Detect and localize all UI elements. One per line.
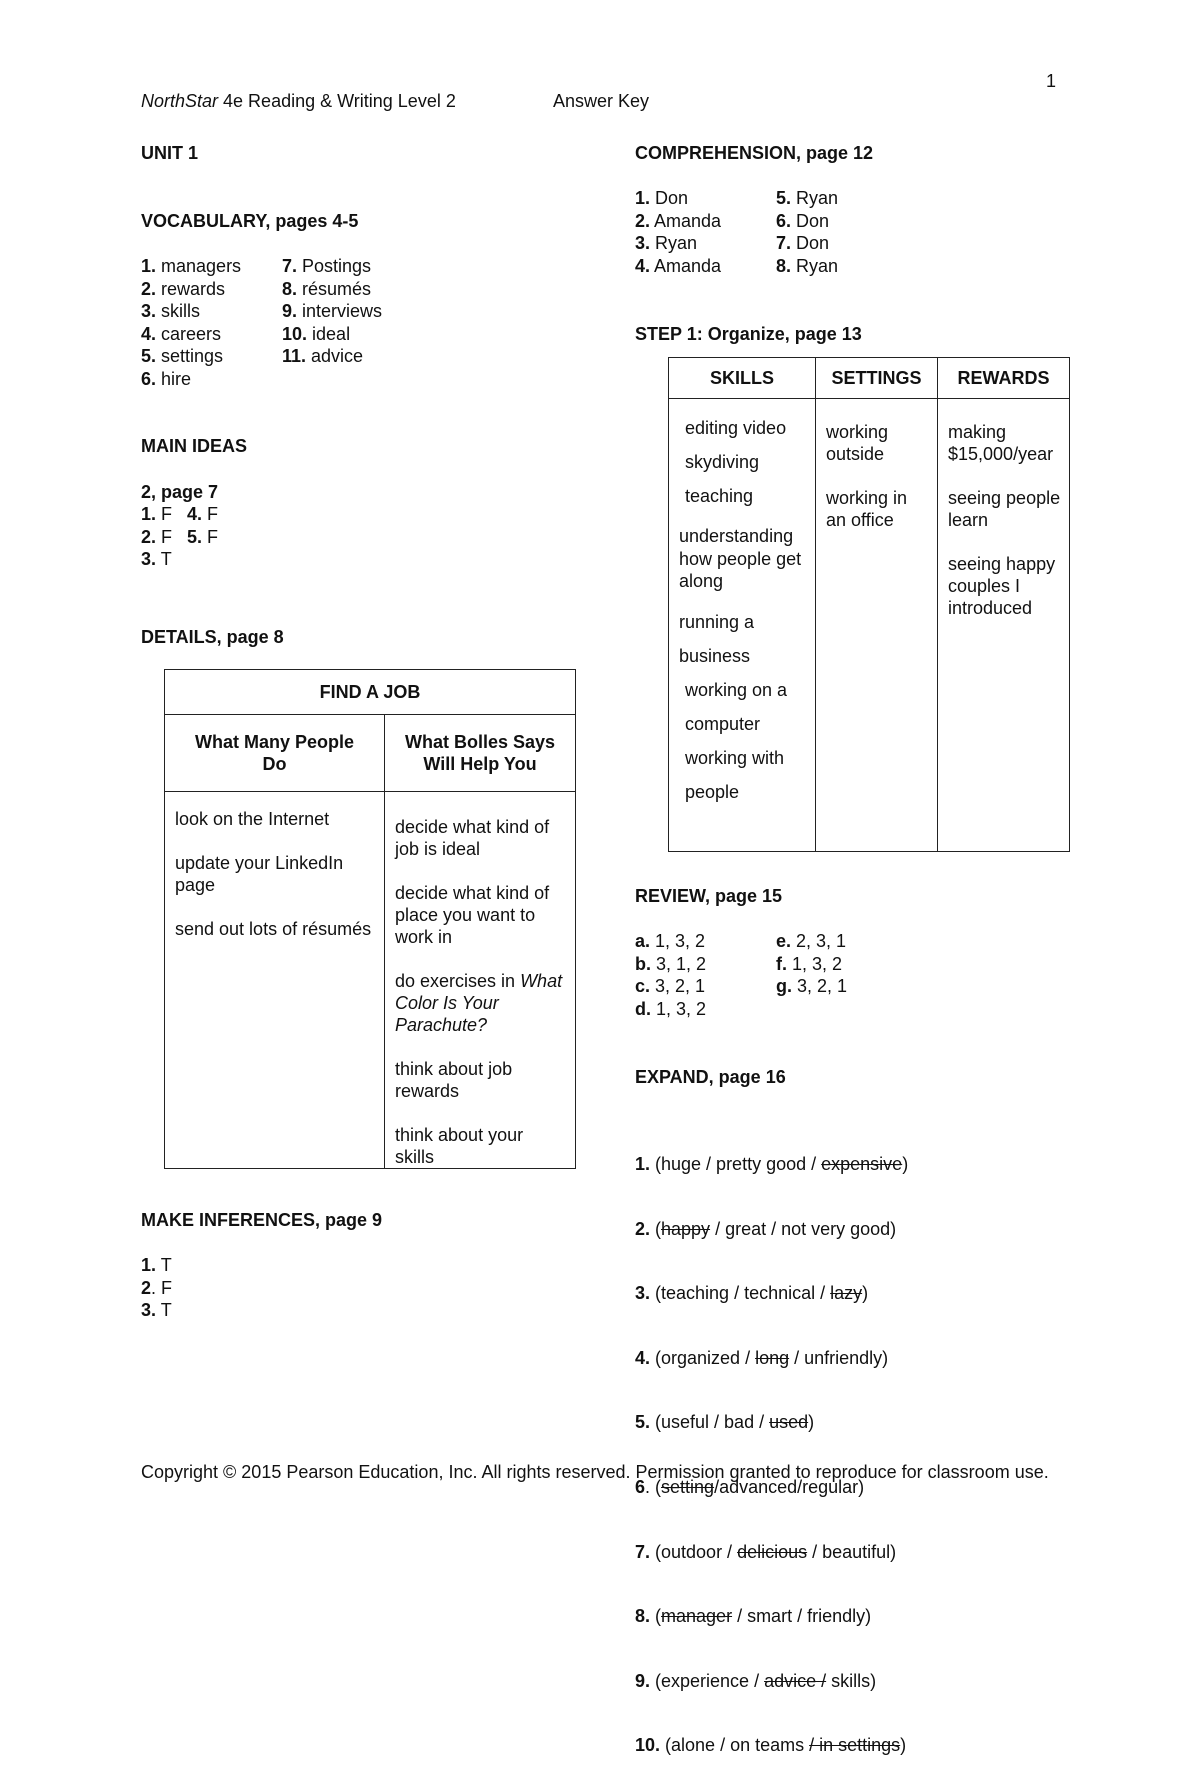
item-text: (experience / — [650, 1670, 765, 1691]
review-col1 — [635, 930, 706, 1020]
struck-word: long — [755, 1347, 790, 1368]
answer-row — [635, 1411, 908, 1434]
vocabulary-col2 — [282, 255, 382, 368]
list-item: making $15,000/year — [948, 422, 1054, 464]
item-number: 3. — [635, 1283, 651, 1304]
answer-row — [635, 930, 706, 953]
list-item: send out lots of résumés — [175, 919, 372, 939]
vocab-item — [141, 368, 241, 391]
item-number: 8. — [635, 1606, 651, 1627]
item-text: Ryan — [791, 255, 839, 276]
answer-row — [141, 1299, 172, 1322]
vocab-item — [141, 300, 241, 323]
organize-heading: STEP 1: Organize, page 13 — [635, 324, 862, 344]
item-text: ) — [902, 1154, 909, 1174]
struck-word: / in settings — [809, 1735, 901, 1756]
item-text: (useful / bad / — [650, 1412, 770, 1433]
item-number: 2. — [141, 526, 157, 547]
expand-heading: EXPAND, page 16 — [635, 1067, 786, 1087]
answer-row — [635, 1218, 908, 1241]
item-number: 4. — [635, 1347, 651, 1368]
item-text: ideal — [307, 323, 351, 344]
item-text: (alone / on teams — [660, 1735, 810, 1756]
item-text: decide what kind of job is ideal — [395, 817, 550, 859]
inferences-answers — [141, 1254, 172, 1322]
vocabulary-heading: VOCABULARY, pages 4-5 — [141, 211, 359, 231]
answer-row — [635, 1605, 908, 1628]
item-number: g. — [776, 976, 792, 997]
book-title-text: What Color Is Your Parachute? — [395, 971, 563, 1035]
list-item: look on the Internet — [175, 809, 330, 829]
item-number: 1. — [635, 188, 651, 208]
item-text: hire — [156, 368, 192, 389]
organize-table — [668, 357, 1070, 852]
item-number: 6. — [141, 368, 157, 389]
answer-row — [141, 548, 218, 571]
item-text: T — [156, 1300, 172, 1321]
item-text: advice — [306, 346, 364, 367]
list-item — [395, 882, 565, 948]
vocab-item — [282, 300, 382, 323]
item-text: think about your skills — [395, 1125, 524, 1167]
list-item — [395, 970, 565, 1036]
item-number: 7. — [635, 1541, 651, 1562]
item-text: 1, 3, 2 — [787, 953, 843, 974]
column-header-bolles: What Bolles Says Will Help You — [385, 715, 576, 792]
item-text: (organized / — [650, 1347, 756, 1368]
item-number: 2. — [141, 278, 157, 299]
struck-word: happy — [661, 1218, 711, 1239]
item-number: 8. — [282, 278, 298, 299]
item-number: 3. — [141, 549, 157, 570]
item-text: T — [156, 1255, 172, 1275]
answer-row — [635, 1282, 908, 1305]
main-ideas-subheading: 2, page 7 — [141, 482, 219, 502]
item-number: 2. — [635, 210, 651, 231]
vocab-item — [282, 345, 382, 368]
answer-row — [141, 503, 218, 526]
book-title-rest: 4e Reading & Writing Level 2 — [218, 91, 456, 111]
item-text: F — [156, 504, 188, 524]
item-number: 11. — [282, 346, 307, 367]
list-item — [395, 816, 565, 860]
item-text: Don — [791, 210, 830, 231]
item-text: Ryan — [791, 188, 839, 208]
details-heading: DETAILS, page 8 — [141, 627, 284, 647]
item-number: e. — [776, 931, 792, 951]
item-number: 1. — [635, 1154, 651, 1174]
item-text: F — [156, 526, 188, 547]
item-text: F — [202, 526, 219, 547]
struck-word: used — [769, 1412, 809, 1433]
list-item: seeing happy couples I introduced — [948, 554, 1056, 618]
item-text: 3, 1, 2 — [651, 953, 707, 974]
main-ideas-heading: MAIN IDEAS — [141, 436, 248, 456]
item-text: skills — [156, 301, 201, 322]
answer-row — [776, 210, 838, 233]
list-item: update your LinkedIn page — [175, 853, 344, 895]
column-header-rewards: REWARDS — [938, 358, 1070, 399]
item-number: d. — [635, 998, 651, 1019]
unit-heading: UNIT 1 — [141, 143, 199, 163]
item-number: 9. — [635, 1670, 651, 1691]
item-text: Don — [650, 188, 689, 208]
answer-row — [635, 1541, 908, 1564]
answer-row — [776, 975, 847, 998]
item-text: do exercises in — [395, 971, 521, 991]
item-number: c. — [635, 976, 651, 997]
item-number: 5. — [141, 346, 157, 367]
item-text: / beautiful) — [807, 1541, 897, 1562]
item-number: 4. — [187, 504, 203, 524]
item-number: 3. — [141, 301, 157, 322]
item-text: ( — [650, 1606, 662, 1627]
item-text: /advanced/regular) — [714, 1476, 865, 1497]
main-ideas-answers — [141, 503, 218, 571]
item-number: 8. — [776, 255, 792, 276]
item-number: 5. — [187, 526, 203, 547]
item-text: / smart / friendly) — [732, 1606, 872, 1627]
item-number: 9. — [282, 301, 298, 322]
vocab-item — [141, 323, 241, 346]
item-text: ( — [650, 1218, 662, 1239]
comprehension-col2 — [776, 187, 838, 277]
answer-row — [635, 975, 706, 998]
rewards-cell — [938, 399, 1070, 852]
comprehension-col1 — [635, 187, 721, 277]
item-text: (teaching / technical / — [650, 1283, 831, 1304]
book-title — [141, 90, 456, 112]
list-item: working in an office — [826, 488, 908, 530]
item-text: . ( — [645, 1476, 662, 1497]
item-text: F — [202, 504, 219, 524]
struck-word: setting — [661, 1476, 715, 1497]
vocabulary-col1 — [141, 255, 241, 391]
item-text: T — [156, 549, 172, 570]
item-text: managers — [156, 256, 242, 276]
find-a-job-table — [164, 669, 576, 1169]
item-number: 10. — [635, 1735, 661, 1756]
answer-row — [776, 953, 847, 976]
item-number: 2. — [635, 1218, 651, 1239]
item-text: decide what kind of place you want to work in — [395, 883, 550, 947]
column-header-settings: SETTINGS — [816, 358, 938, 399]
list-item: working with people — [685, 747, 785, 802]
answer-row — [635, 1347, 908, 1370]
item-text: Don — [791, 233, 830, 254]
item-text: (huge / pretty good / — [650, 1154, 822, 1174]
vocab-item — [141, 278, 241, 301]
list-item: editing video — [685, 418, 787, 438]
item-text: Ryan — [650, 233, 698, 254]
item-number: b. — [635, 953, 651, 974]
item-number: 5. — [635, 1412, 651, 1433]
expand-answers — [635, 1111, 908, 1778]
struck-word: lazy — [830, 1283, 863, 1304]
item-text: ) — [808, 1412, 815, 1433]
item-number: 6 — [635, 1476, 646, 1497]
vocab-item — [141, 255, 241, 278]
inferences-heading: MAKE INFERENCES, page 9 — [141, 1210, 383, 1230]
bolles-cell — [385, 792, 576, 1169]
item-number: 1. — [141, 1255, 157, 1275]
list-item: teaching — [685, 486, 754, 506]
item-text: 1, 3, 2 — [651, 998, 707, 1019]
vocab-item — [282, 323, 382, 346]
item-text: ) — [900, 1735, 907, 1756]
item-text: rewards — [156, 278, 226, 299]
item-number: 4. — [635, 255, 651, 276]
struck-word: manager — [661, 1606, 733, 1627]
comprehension-heading: COMPREHENSION, page 12 — [635, 143, 874, 163]
many-people-cell — [165, 792, 385, 1169]
column-header-many-people: What Many People Do — [165, 715, 385, 792]
item-text: / unfriendly) — [789, 1347, 889, 1368]
item-number: 1. — [141, 504, 157, 524]
answer-row — [776, 187, 838, 210]
item-number: 1. — [141, 256, 157, 276]
struck-word: delicious — [737, 1541, 808, 1562]
book-title-italic: NorthStar — [141, 91, 219, 111]
review-col2 — [776, 930, 847, 998]
struck-word: expensive — [821, 1154, 903, 1174]
answer-row — [141, 526, 218, 549]
item-text: 1, 3, 2 — [650, 931, 706, 951]
item-text: think about job rewards — [395, 1059, 513, 1101]
list-item: running a business — [679, 611, 755, 666]
item-text: careers — [156, 323, 222, 344]
item-text: . F — [151, 1277, 173, 1298]
item-text: skills) — [826, 1670, 877, 1691]
item-number: 3. — [141, 1300, 157, 1321]
item-text: 3, 2, 1 — [650, 976, 706, 997]
answer-row — [776, 255, 838, 278]
struck-word: advice / — [764, 1670, 827, 1691]
list-item: understanding how people get along — [679, 526, 802, 592]
item-number: 2 — [141, 1277, 152, 1298]
vocab-item — [282, 255, 382, 278]
list-item: working outside — [826, 422, 889, 464]
answer-row — [141, 1254, 172, 1277]
item-number: f. — [776, 953, 787, 974]
answer-row — [776, 232, 838, 255]
table-title: FIND A JOB — [165, 670, 576, 715]
list-item — [395, 1124, 565, 1168]
list-item: working on a computer — [685, 679, 788, 734]
answer-row — [776, 930, 847, 953]
item-text: Postings — [297, 256, 372, 276]
item-text: 3, 2, 1 — [792, 976, 848, 997]
item-number: 3. — [635, 233, 651, 254]
item-text: 2, 3, 1 — [791, 931, 847, 951]
item-number: 10. — [282, 323, 308, 344]
vocab-item — [282, 278, 382, 301]
item-number: a. — [635, 931, 651, 951]
answer-row — [635, 1734, 908, 1757]
item-text: résumés — [297, 278, 372, 299]
item-text: Amanda — [650, 255, 722, 276]
answer-row — [635, 1670, 908, 1693]
skills-cell — [669, 399, 816, 852]
answer-row — [635, 232, 721, 255]
answer-row — [635, 210, 721, 233]
answer-row — [635, 187, 721, 210]
item-number: 7. — [282, 256, 298, 276]
item-number: 4. — [141, 323, 157, 344]
copyright-footer: Copyright © 2015 Pearson Education, Inc. All rights reserved. Permission granted to reproduce for classroom use. — [141, 1462, 1049, 1482]
answer-row — [635, 255, 721, 278]
vocab-item — [141, 345, 241, 368]
item-number: 6. — [776, 210, 792, 231]
item-text: / great / not very good) — [710, 1218, 897, 1239]
list-item: skydiving — [685, 452, 760, 472]
item-text: Amanda — [650, 210, 722, 231]
answer-key-label: Answer Key — [553, 91, 650, 111]
list-item — [395, 1058, 565, 1102]
item-text: settings — [156, 346, 224, 367]
column-header-skills: SKILLS — [669, 358, 816, 399]
answer-row — [635, 1153, 908, 1176]
settings-cell — [816, 399, 938, 852]
item-text: (outdoor / — [650, 1541, 738, 1562]
item-text: interviews — [297, 301, 383, 322]
item-number: 7. — [776, 233, 792, 254]
answer-row — [635, 998, 706, 1021]
answer-row — [141, 1277, 172, 1300]
item-text: ) — [862, 1283, 869, 1304]
answer-row — [635, 953, 706, 976]
review-heading: REVIEW, page 15 — [635, 886, 783, 906]
list-item: seeing people learn — [948, 488, 1061, 530]
item-number: 5. — [776, 188, 792, 208]
page-number: 1 — [1046, 71, 1057, 91]
